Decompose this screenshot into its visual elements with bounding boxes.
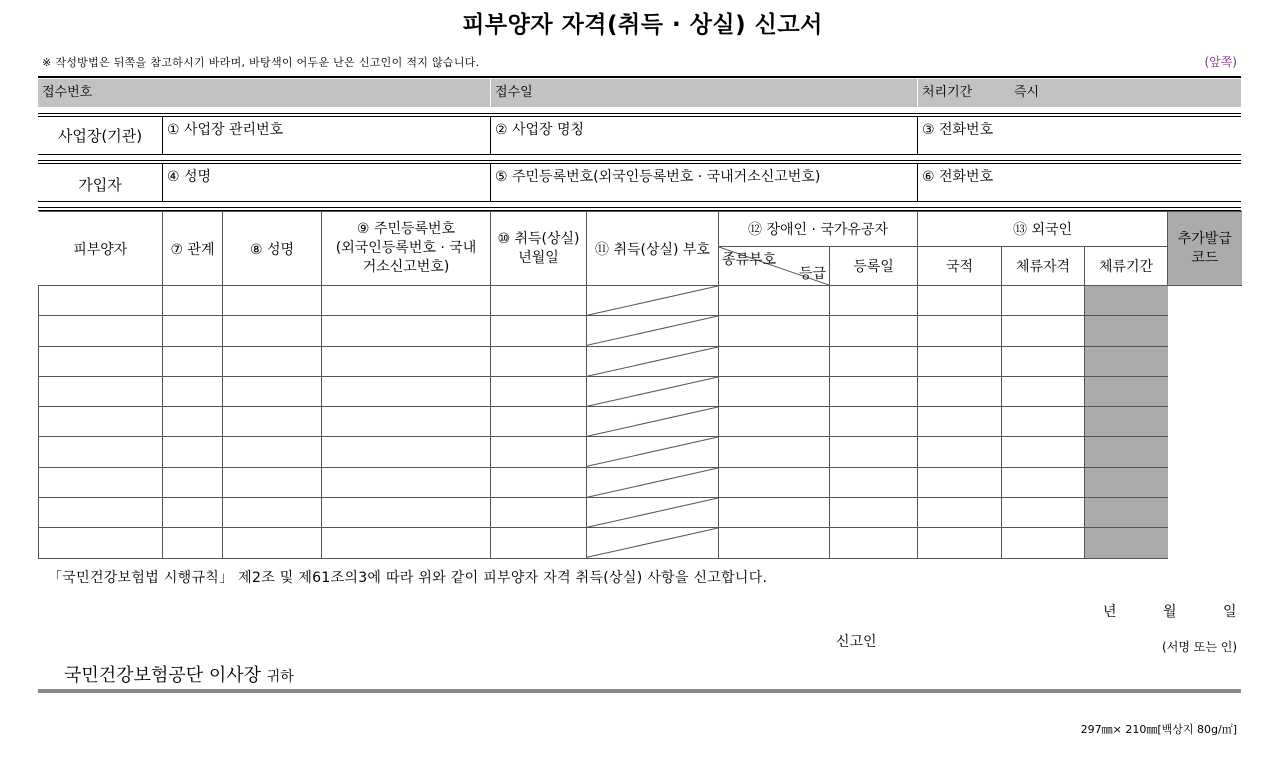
table-cell[interactable] bbox=[491, 376, 587, 406]
subscriber-label: 가입자 bbox=[78, 176, 122, 194]
table-cell[interactable] bbox=[830, 498, 918, 528]
table-cell[interactable] bbox=[223, 467, 322, 497]
front-side-label: (앞쪽) bbox=[1204, 55, 1237, 69]
table-cell[interactable] bbox=[1002, 467, 1085, 497]
instruction-note: ※ 작성방법은 뒤쪽을 참고하시기 바라며, 바탕색이 어두운 난은 신고인이 적지 않습니다. bbox=[42, 56, 480, 69]
col-extra-code: 추가발급 코드 bbox=[1168, 212, 1242, 286]
table-cell[interactable] bbox=[223, 498, 322, 528]
sub-nationality: 국적 bbox=[918, 247, 1002, 286]
recipient-suffix: 귀하 bbox=[266, 669, 294, 685]
table-cell[interactable] bbox=[1002, 376, 1085, 406]
workplace-phone-field[interactable]: ③ 전화번호 bbox=[922, 122, 994, 138]
table-cell[interactable] bbox=[830, 376, 918, 406]
type-grade-cell[interactable] bbox=[587, 498, 719, 528]
table-cell[interactable] bbox=[719, 467, 830, 497]
table-row bbox=[39, 498, 1242, 528]
table-cell[interactable] bbox=[918, 316, 1002, 346]
table-cell[interactable] bbox=[918, 498, 1002, 528]
table-cell[interactable] bbox=[491, 467, 587, 497]
type-grade-cell[interactable] bbox=[587, 316, 719, 346]
date-year[interactable]: 년 bbox=[1103, 604, 1117, 620]
group-disabled-veteran: ⑫ 장애인 · 국가유공자 bbox=[719, 212, 918, 247]
table-cell[interactable] bbox=[830, 407, 918, 437]
table-cell[interactable] bbox=[719, 407, 830, 437]
extra-code-cell bbox=[1085, 498, 1168, 528]
date-month[interactable]: 월 bbox=[1163, 604, 1177, 620]
table-cell[interactable] bbox=[39, 498, 163, 528]
table-cell[interactable] bbox=[719, 437, 830, 467]
extra-code-cell bbox=[1085, 286, 1168, 316]
subscriber-id-field[interactable]: ⑤ 주민등록번호(외국인등록번호 · 국내거소신고번호) bbox=[495, 169, 821, 185]
table-cell[interactable] bbox=[1002, 528, 1085, 558]
processing-period-label: 처리기간 bbox=[922, 85, 973, 100]
table-cell[interactable] bbox=[918, 376, 1002, 406]
sub-type-code: 종류부호 bbox=[722, 252, 777, 268]
recipient-name: 국민건강보험공단 이사장 bbox=[64, 665, 261, 686]
type-grade-cell[interactable] bbox=[587, 467, 719, 497]
table-cell[interactable] bbox=[1002, 437, 1085, 467]
workplace-name-field[interactable]: ② 사업장 명칭 bbox=[495, 122, 585, 138]
table-cell[interactable] bbox=[163, 407, 223, 437]
reporter-label: 신고인 bbox=[836, 634, 877, 650]
table-cell[interactable] bbox=[830, 528, 918, 558]
sub-registration-date: 등록일 bbox=[830, 247, 918, 286]
table-cell[interactable] bbox=[719, 346, 830, 376]
declaration-statement: 「국민건강보험법 시행규칙」 제2조 및 제61조의3에 따라 위와 같이 피부양자 자격 취득(상실) 사항을 신고합니다. bbox=[48, 570, 768, 586]
type-grade-cell[interactable] bbox=[587, 286, 719, 316]
form-title: 피부양자 자격(취득 · 상실) 신고서 bbox=[462, 12, 823, 38]
extra-code-cell bbox=[1085, 407, 1168, 437]
workplace-label: 사업장(기관) bbox=[57, 127, 143, 145]
table-cell[interactable] bbox=[830, 346, 918, 376]
table-cell[interactable] bbox=[39, 376, 163, 406]
dependents-table bbox=[38, 211, 1242, 559]
paper-spec: 297㎜× 210㎜[백상지 80g/㎡] bbox=[1080, 723, 1237, 736]
table-cell[interactable] bbox=[918, 346, 1002, 376]
type-grade-cell[interactable] bbox=[587, 437, 719, 467]
type-grade-cell[interactable] bbox=[587, 346, 719, 376]
col-relation: ⑦ 관계 bbox=[163, 212, 223, 286]
sub-type-grade bbox=[719, 247, 830, 286]
table-cell[interactable] bbox=[223, 316, 322, 346]
table-cell[interactable] bbox=[918, 467, 1002, 497]
table-cell[interactable] bbox=[223, 286, 322, 316]
table-cell[interactable] bbox=[223, 437, 322, 467]
bottom-rule bbox=[38, 689, 1241, 693]
table-cell[interactable] bbox=[918, 437, 1002, 467]
table-cell[interactable] bbox=[719, 528, 830, 558]
table-cell[interactable] bbox=[491, 498, 587, 528]
table-cell[interactable] bbox=[719, 286, 830, 316]
table-cell[interactable] bbox=[1002, 286, 1085, 316]
extra-code-cell bbox=[1085, 316, 1168, 346]
subscriber-name-field[interactable]: ④ 성명 bbox=[167, 169, 212, 185]
sub-stay-period: 체류기간 bbox=[1085, 247, 1168, 286]
table-cell[interactable] bbox=[39, 528, 163, 558]
table-cell[interactable] bbox=[1002, 316, 1085, 346]
table-cell[interactable] bbox=[719, 498, 830, 528]
table-cell[interactable] bbox=[322, 498, 491, 528]
table-cell[interactable] bbox=[830, 286, 918, 316]
col-acquisition-code: ⑪ 취득(상실) 부호 bbox=[587, 212, 719, 286]
table-row bbox=[39, 467, 1242, 497]
table-cell[interactable] bbox=[322, 286, 491, 316]
table-cell[interactable] bbox=[39, 437, 163, 467]
table-cell[interactable] bbox=[39, 316, 163, 346]
extra-code-cell bbox=[1085, 528, 1168, 558]
extra-code-cell bbox=[1085, 437, 1168, 467]
table-cell[interactable] bbox=[223, 407, 322, 437]
sub-grade: 등급 bbox=[798, 266, 826, 282]
type-grade-cell[interactable] bbox=[587, 376, 719, 406]
type-grade-cell[interactable] bbox=[587, 528, 719, 558]
subscriber-phone-field[interactable]: ⑥ 전화번호 bbox=[922, 169, 994, 185]
table-row bbox=[39, 407, 1242, 437]
table-cell[interactable] bbox=[322, 528, 491, 558]
table-cell[interactable] bbox=[322, 346, 491, 376]
table-cell[interactable] bbox=[491, 407, 587, 437]
extra-code-cell bbox=[1085, 346, 1168, 376]
table-cell[interactable] bbox=[918, 407, 1002, 437]
table-cell[interactable] bbox=[223, 376, 322, 406]
table-cell[interactable] bbox=[163, 498, 223, 528]
table-cell[interactable] bbox=[39, 346, 163, 376]
table-row bbox=[39, 316, 1242, 346]
table-cell[interactable] bbox=[830, 467, 918, 497]
table-cell[interactable] bbox=[39, 407, 163, 437]
processing-period-value: 즉시 bbox=[1014, 85, 1040, 100]
extra-code-cell bbox=[1085, 376, 1168, 406]
table-cell[interactable] bbox=[163, 528, 223, 558]
col-id-number: ⑨ 주민등록번호 (외국인등록번호 · 국내 거소신고번호) bbox=[322, 212, 491, 286]
table-row bbox=[39, 346, 1242, 376]
col-acquisition-date: ⑩ 취득(상실) 년월일 bbox=[491, 212, 587, 286]
table-cell[interactable] bbox=[491, 528, 587, 558]
table-cell[interactable] bbox=[322, 376, 491, 406]
receipt-date-label: 접수일 bbox=[495, 85, 533, 100]
table-cell[interactable] bbox=[1002, 346, 1085, 376]
signature-note[interactable]: (서명 또는 인) bbox=[1162, 640, 1237, 654]
table-cell[interactable] bbox=[39, 286, 163, 316]
table-row bbox=[39, 376, 1242, 406]
table-cell[interactable] bbox=[163, 346, 223, 376]
sub-stay-status: 체류자격 bbox=[1002, 247, 1085, 286]
receipt-row bbox=[38, 79, 1241, 107]
table-cell[interactable] bbox=[163, 286, 223, 316]
top-border bbox=[38, 76, 1241, 78]
group-foreigner: ⑬ 외국인 bbox=[918, 212, 1168, 247]
table-cell[interactable] bbox=[1002, 498, 1085, 528]
dependents-label: 피부양자 bbox=[39, 212, 163, 286]
table-cell[interactable] bbox=[918, 286, 1002, 316]
table-row bbox=[39, 286, 1242, 316]
table-cell[interactable] bbox=[163, 316, 223, 346]
table-cell[interactable] bbox=[163, 467, 223, 497]
receipt-number-label: 접수번호 bbox=[42, 85, 93, 100]
table-row bbox=[39, 437, 1242, 467]
recipient bbox=[64, 661, 294, 687]
table-cell[interactable] bbox=[830, 437, 918, 467]
table-cell[interactable] bbox=[719, 316, 830, 346]
table-cell[interactable] bbox=[918, 528, 1002, 558]
table-cell[interactable] bbox=[163, 437, 223, 467]
table-cell[interactable] bbox=[491, 437, 587, 467]
table-cell[interactable] bbox=[39, 467, 163, 497]
table-cell[interactable] bbox=[322, 437, 491, 467]
table-cell[interactable] bbox=[163, 376, 223, 406]
table-cell[interactable] bbox=[491, 316, 587, 346]
col-name: ⑧ 성명 bbox=[223, 212, 322, 286]
table-cell[interactable] bbox=[223, 346, 322, 376]
table-cell[interactable] bbox=[1002, 407, 1085, 437]
table-cell[interactable] bbox=[491, 346, 587, 376]
table-cell[interactable] bbox=[491, 286, 587, 316]
table-cell[interactable] bbox=[322, 316, 491, 346]
table-row bbox=[39, 528, 1242, 558]
type-grade-cell[interactable] bbox=[587, 407, 719, 437]
table-cell[interactable] bbox=[719, 376, 830, 406]
table-cell[interactable] bbox=[830, 316, 918, 346]
table-cell[interactable] bbox=[322, 407, 491, 437]
workplace-id-field[interactable]: ① 사업장 관리번호 bbox=[167, 122, 284, 138]
date-day[interactable]: 일 bbox=[1223, 604, 1237, 620]
extra-code-cell bbox=[1085, 467, 1168, 497]
table-cell[interactable] bbox=[223, 528, 322, 558]
table-cell[interactable] bbox=[322, 467, 491, 497]
